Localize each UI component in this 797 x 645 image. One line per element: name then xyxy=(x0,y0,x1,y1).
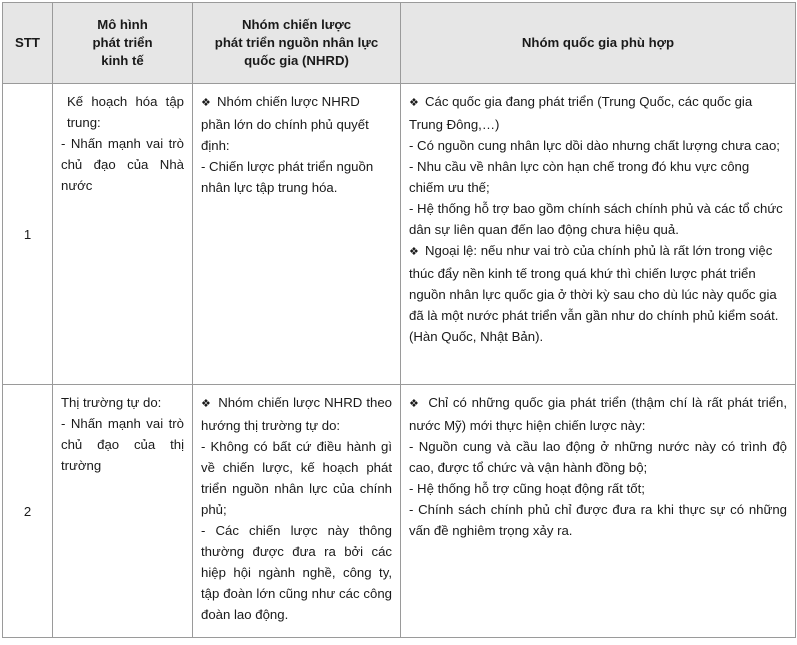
nhrd-table xyxy=(2,2,796,638)
model-cell: Kế hoạch hóa tập trung: - Nhấn mạnh vai trò chủ đạo của Nhà nước xyxy=(53,84,193,385)
row-number: 2 xyxy=(3,385,53,638)
strategy-cell: ❖ Nhóm chiến lược NHRD theo hướng thị trường tự do: - Không có bất cứ điều hành gì về chiến lược, kế hoạch phát triển nguồn nhân lực của chính phủ; - Các chiến lược này thông thường được đưa ra bởi các hiệp hội ngành nghề, công ty, tập đoàn lớn cũng như các công đoàn lao động. xyxy=(193,385,401,638)
header-row xyxy=(3,3,796,84)
header-countries: Nhóm quốc gia phù hợp xyxy=(401,3,796,84)
table-row xyxy=(3,385,796,638)
countries-cell: ❖ Chỉ có những quốc gia phát triển (thậm chí là rất phát triển, nước Mỹ) mới thực hiện chiến lược này: - Nguồn cung và cầu lao động ở những nước này có trình độ cao, được tổ chức và vận hành đồng bộ; - Hệ thống hỗ trợ cũng hoạt động rất tốt; - Chính sách chính phủ chỉ được đưa ra khi thực sự có những vấn đề nghiêm trọng xảy ra. xyxy=(401,385,796,638)
strategy-cell: ❖ Nhóm chiến lược NHRD phần lớn do chính phủ quyết định: - Chiến lược phát triển nguồn nhân lực tập trung hóa. xyxy=(193,84,401,385)
model-cell: Thị trường tự do: - Nhấn mạnh vai trò chủ đạo của thị trường xyxy=(53,385,193,638)
header-strategy: Nhóm chiến lược phát triển nguồn nhân lực quốc gia (NHRD) xyxy=(193,3,401,84)
header-model: Mô hình phát triển kinh tế xyxy=(53,3,193,84)
table-row xyxy=(3,84,796,385)
row-number: 1 xyxy=(3,84,53,385)
countries-cell: ❖ Các quốc gia đang phát triển (Trung Quốc, các quốc gia Trung Đông,…) - Có nguồn cung nhân lực dồi dào nhưng chất lượng chưa cao; - Nhu cầu về nhân lực còn hạn chế trong đó khu vực công chiếm ưu thế; - Hệ thống hỗ trợ bao gồm chính sách chính phủ và các tổ chức dân sự liên quan đến lao động chưa hiệu quả. ❖ Ngoại lệ: nếu như vai trò của chính phủ là rất lớn trong việc thúc đẩy nền kinh tế trong quá khứ thì chiến lược phát triển nguồn nhân lực quốc gia ở thời kỳ sau cho dù lúc này quốc gia đã là một nước phát triển vẫn gần như do chính phủ kiểm soát. (Hàn Quốc, Nhật Bản). xyxy=(401,84,796,385)
header-stt: STT xyxy=(3,3,53,84)
